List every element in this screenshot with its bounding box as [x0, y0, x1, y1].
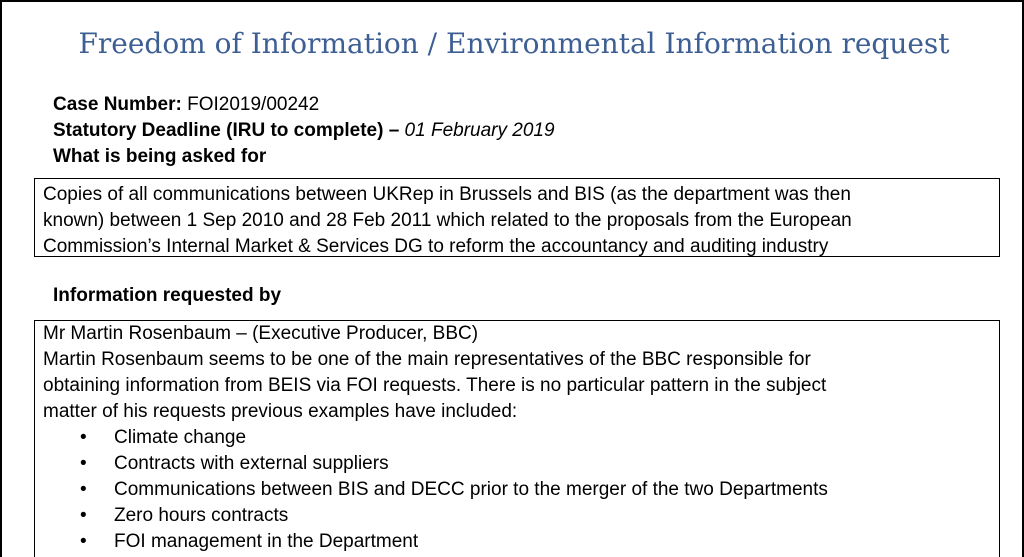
- examples-list: [43, 425, 991, 555]
- list-item-text: Zero hours contracts: [114, 505, 289, 526]
- list-item: [43, 477, 991, 503]
- list-item-text: FOI management in the Department: [114, 531, 419, 552]
- requester-name-line: Mr Martin Rosenbaum – (Executive Producer, BBC): [43, 323, 479, 344]
- requested-by-heading: Information requested by: [53, 285, 282, 306]
- requester-text-line: matter of his requests previous examples have included:: [43, 401, 518, 422]
- list-item: [43, 425, 991, 451]
- request-line: known) between 1 Sep 2010 and 28 Feb 2011 which related to the proposals from the European: [43, 210, 852, 231]
- bullet-icon: •: [80, 479, 87, 500]
- requester-box: [34, 320, 1000, 557]
- bullet-icon: •: [80, 531, 87, 552]
- case-number-value: FOI2019/00242: [181, 94, 320, 115]
- list-item-text: Communications between BIS and DECC prior to the merger of the two Departments: [114, 479, 828, 500]
- requester-text-line: Martin Rosenbaum seems to be one of the main representatives of the BBC responsible for: [43, 349, 811, 370]
- case-number-line: [53, 93, 319, 117]
- requester-text-line: obtaining information from BEIS via FOI requests. There is no particular pattern in the subject: [43, 375, 827, 396]
- deadline-label: Statutory Deadline (IRU to complete) –: [53, 120, 400, 141]
- list-item: [43, 529, 991, 555]
- bullet-icon: •: [80, 505, 87, 526]
- list-item-text: Climate change: [114, 427, 247, 448]
- deadline-line: [53, 119, 555, 143]
- list-item-text: Contracts with external suppliers: [114, 453, 389, 474]
- request-description-box: [34, 178, 1000, 257]
- case-number-label: Case Number:: [53, 94, 182, 115]
- bullet-icon: •: [80, 453, 87, 474]
- request-line: Copies of all communications between UKRep in Brussels and BIS (as the department was then: [43, 184, 851, 205]
- document-title: Freedom of Information / Environmental Information request: [78, 27, 950, 60]
- asked-heading: What is being asked for: [53, 146, 267, 167]
- deadline-value: 01 February 2019: [399, 120, 555, 141]
- list-item: [43, 503, 991, 529]
- request-line: Commission’s Internal Market & Services DG to reform the accountancy and auditing industry: [43, 236, 829, 257]
- bullet-icon: •: [80, 427, 87, 448]
- list-item: [43, 451, 991, 477]
